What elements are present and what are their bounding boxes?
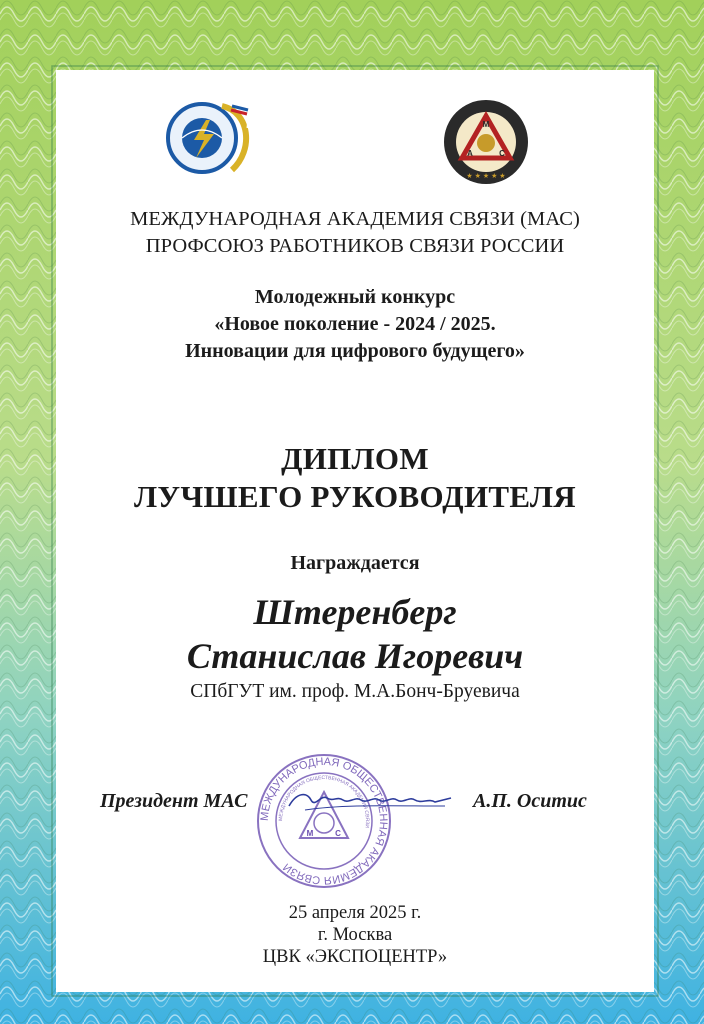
academy-logo — [440, 96, 532, 188]
diploma-title-line-2: ЛУЧШЕГО РУКОВОДИТЕЛЯ — [134, 479, 576, 514]
issue-city: г. Москва — [317, 925, 393, 945]
stamp-inner-text: МЕЖДУНАРОДНАЯ ОБЩЕСТВЕННАЯ АКАДЕМИЯ СВЯЗИ — [277, 774, 371, 829]
recipient-name — [56, 590, 654, 678]
contest-line-2: «Новое поколение - 2024 / 2025. — [214, 313, 496, 335]
svg-text:М: М — [306, 829, 314, 838]
contest-line-1: Молодежный конкурс — [254, 286, 456, 308]
awarded-label: Награждается — [290, 552, 420, 574]
issue-venue: ЦВК «ЭКСПОЦЕНТР» — [262, 947, 448, 967]
academy-logo-letter-m: М — [482, 120, 490, 129]
issue-date: 25 апреля 2025 г. — [288, 903, 422, 923]
recipient-surname: Штеренберг — [253, 592, 457, 632]
issue-details — [56, 902, 654, 968]
svg-text:С: С — [335, 829, 341, 838]
trade-union-logo — [158, 98, 254, 178]
svg-text:С: С — [499, 149, 505, 158]
signatory-position: Президент МАС — [100, 790, 248, 812]
contest-name — [56, 284, 654, 365]
org-line-1: МЕЖДУНАРОДНАЯ АКАДЕМИЯ СВЯЗИ (МАС) — [130, 208, 580, 230]
recipient-affiliation: СПбГУТ им. проф. М.А.Бонч-Бруевича — [190, 681, 520, 702]
signatory-name: А.П. Оситис — [473, 790, 587, 812]
contest-line-3: Инновации для цифрового будущего» — [185, 340, 525, 362]
svg-text:★ ★ ★ ★ ★: ★ ★ ★ ★ ★ — [466, 173, 506, 180]
stamp-outer-text: МЕЖДУНАРОДНАЯ ОБЩЕСТВЕННАЯ АКАДЕМИЯ СВЯЗИ — [258, 755, 390, 887]
president-signature — [285, 784, 455, 818]
diploma-title — [56, 440, 654, 516]
diploma-title-line-1: ДИПЛОМ — [281, 441, 429, 476]
org-line-2: ПРОФСОЮЗ РАБОТНИКОВ СВЯЗИ РОССИИ — [145, 235, 565, 257]
organization-names — [56, 206, 654, 260]
academy-stamp — [254, 748, 394, 894]
recipient-given-names: Станислав Игоревич — [186, 636, 524, 676]
svg-text:А: А — [467, 149, 473, 158]
